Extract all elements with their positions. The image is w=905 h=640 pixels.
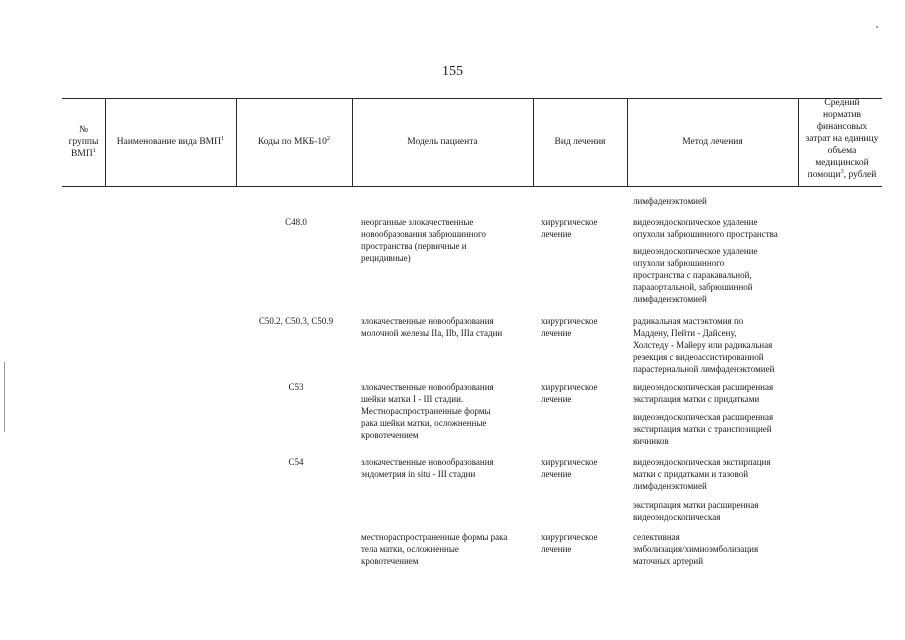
treatment-method-line: видеоэндоскопическое удаление [633,217,758,227]
header-mkb-codes [236,136,352,148]
scan-edge-mark [4,362,5,432]
header-group-vmp-line [62,148,105,160]
treatment-method [633,381,773,405]
treatment-method-line: эмболизация/химиоэмболизация [633,544,759,554]
treatment-method-line: парастернальной лимфаденэктомией [633,364,775,374]
treatment-method-line: видеоэндоскопическая [633,512,721,522]
patient-model-line: рака шейки матки, осложненные [361,418,487,428]
page-number: 155 [442,64,463,79]
treatment-type-line: хирургическое [541,532,598,542]
treatment-type-line: лечение [541,394,572,404]
treatment-method-line: опухоли забрюшинного [633,258,725,268]
treatment-type [541,216,597,240]
treatment-type [541,315,597,339]
patient-model-line: злокачественные новообразования [361,382,494,392]
patient-model-line: новообразования забрюшинного [361,229,486,239]
treatment-method-line: маточных артерий [633,556,704,566]
header-cost-line: норматив [822,110,862,120]
treatment-method [633,245,757,305]
patient-model-line: пространства (первичные и [361,241,467,251]
header-treatment-type: Вид лечения [554,137,606,147]
footnote-3: 3 [840,167,844,175]
header-group-number [62,124,105,160]
treatment-type-line: лечение [541,469,572,479]
treatment-method-line: экстирпация матки расширенная [633,500,759,510]
treatment-method-line: экстирпация матки с транспозицией [633,424,772,434]
footnote-2: 2 [326,134,331,142]
treatment-method-line: резекция с видеоассистированной [633,352,764,362]
treatment-type-line: лечение [541,229,572,239]
header-name-vmp [105,136,236,148]
header-group-no: № [78,125,89,135]
treatment-method-line: яичников [633,436,669,446]
footnote-1: 1 [220,134,225,142]
patient-model [361,531,507,567]
header-cost-line: объема [827,146,857,156]
treatment-method-line: радикальная мастэктомия по [633,316,744,326]
patient-model-line: злокачественные новообразования [361,316,494,326]
patient-model-line: злокачественные новообразования [361,457,494,467]
treatment-method-line: видеоэндоскопическая расширенная [633,412,774,422]
mkb-code: C53 [288,382,304,392]
mkb-code: C48.0 [285,217,307,227]
treatment-method-line: видеоэндоскопическая экстирпация [633,457,771,467]
treatment-method-line: Маддену, Пейти - Дайсену, [633,328,737,338]
treatment-type-line: хирургическое [541,457,598,467]
treatment-type-line: хирургическое [541,217,598,227]
treatment-method [633,456,770,492]
header-mkb-codes-text: Коды по МКБ-10 [257,137,327,147]
header-cost-line: затрат на единицу [805,134,879,144]
patient-model-line: тела матки, осложненные [361,544,459,554]
header-group-vmp: ВМП [71,149,93,159]
header-cost [798,97,886,181]
treatment-method-line: лимфаденэктомией [633,481,707,491]
patient-model-line: шейки матки I - III стадии. [361,394,464,404]
treatment-method [633,315,774,375]
treatment-method-line: опухоли забрюшинного пространства [633,229,778,239]
patient-model-line: неорганные злокачественные [361,217,474,227]
header-cost-line: медицинской [815,158,869,168]
method-continuation: лимфаденэктомией [633,196,707,206]
patient-model-line: эндометрия in situ - III стадии [361,469,476,479]
patient-model-line: местнораспространенные формы рака [361,532,508,542]
mkb-code: C50.2, C50.3, C50.9 [258,316,334,326]
treatment-type-line: хирургическое [541,382,598,392]
patient-model-line: кровотечением [361,556,419,566]
header-top-border [62,98,882,99]
treatment-type-line: лечение [541,328,572,338]
patient-model [361,381,494,441]
scan-dot [876,26,878,28]
treatment-type [541,381,597,405]
header-group-word: группы [68,137,99,147]
treatment-method-line: пространства с паракавальной, [633,270,752,280]
patient-model [361,216,486,264]
treatment-method [633,499,758,523]
treatment-type-line: хирургическое [541,316,598,326]
treatment-method-line: экстирпация матки с придатками [633,394,760,404]
patient-model [361,456,494,480]
treatment-method-line: видеоэндоскопическая расширенная [633,382,774,392]
treatment-method [633,531,758,567]
treatment-method-line: парааортальной, забрюшинной [633,282,753,292]
footnote-1: 1 [92,146,96,154]
treatment-type-line: лечение [541,544,572,554]
treatment-type [541,531,597,555]
treatment-method [633,411,773,447]
header-bottom-border [62,186,882,187]
header-cost-line [798,169,886,181]
treatment-method [633,216,778,240]
patient-model-line: Местнораспространенные формы [361,406,491,416]
header-cost-word: помощи [807,170,841,180]
patient-model-line: рецидивные) [361,253,411,263]
patient-model-line: кровотечением [361,430,419,440]
treatment-method-line: матки с придатками и тазовой [633,469,749,479]
patient-model [361,315,502,339]
patient-model-line: молочной железы IIa, IIb, IIIa стадии [361,328,503,338]
mkb-code: C54 [288,457,304,467]
treatment-method-line: видеоэндоскопическое удаление [633,246,758,256]
treatment-type [541,456,597,480]
header-cost-unit: , рублей [843,170,877,180]
header-cost-line: Средний [824,98,860,108]
treatment-method-line: лимфаденэктомией [633,294,707,304]
header-treatment-method: Метод лечения [682,137,743,147]
header-patient-model: Модель пациента [407,137,478,147]
treatment-method-line: Холстеду - Майеру или радикальная [633,340,773,350]
treatment-method-line: селективная [633,532,680,542]
header-name-vmp-text: Наименование вида ВМП [116,137,221,147]
header-cost-line: финансовых [816,122,868,132]
